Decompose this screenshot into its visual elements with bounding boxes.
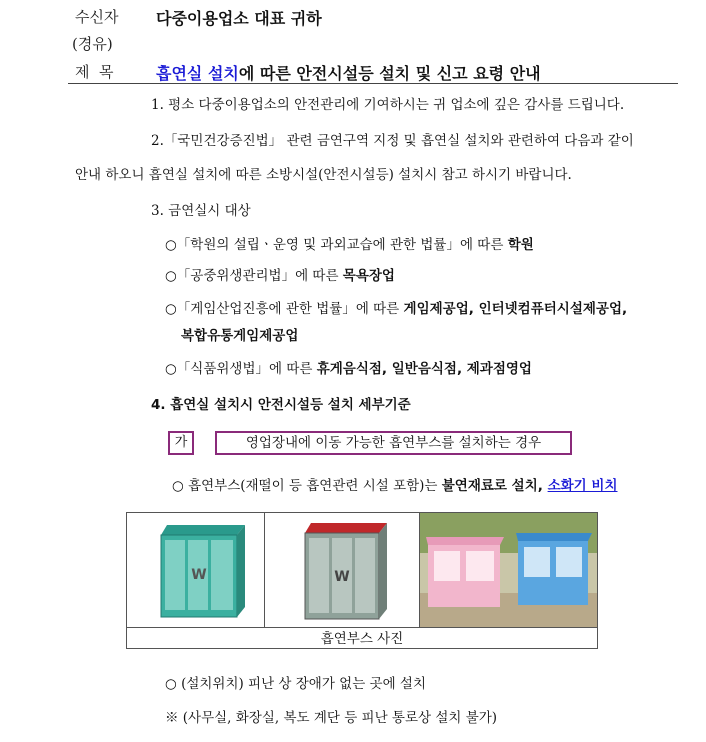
header-divider	[68, 83, 678, 84]
target-item-continuation: 복합유통게임제공업	[181, 328, 299, 344]
photo-teal-booth	[127, 513, 265, 627]
svg-text:W: W	[334, 569, 350, 585]
target-item: ○「식품위생법」에 따른 휴게음식점, 일반음식점, 제과점영업	[165, 361, 532, 377]
target-item: ○「게임산업진흥에 관한 법률」에 따른 게임제공업, 인터넷컴퓨터시설제공업,	[165, 301, 628, 317]
recipient-value: 다중이용업소 대표 귀하	[156, 9, 322, 28]
location-requirement: ○ (설치위치) 피난 상 장애가 없는 곳에 설치	[165, 676, 427, 692]
photo-caption: 흡연부스 사진	[127, 627, 597, 650]
subject-highlight: 흡연실 설치	[156, 64, 239, 83]
via-label: (경유)	[72, 35, 113, 53]
subject-value	[156, 61, 541, 84]
fire-extinguisher-link[interactable]: 소화기 비치	[547, 478, 618, 494]
svg-text:W: W	[191, 567, 207, 583]
case-box: 영업장내에 이동 가능한 흡연부스를 설치하는 경우	[215, 431, 572, 455]
paragraph-2-line2: 안내 하오니 흡연실 설치에 따른 소방시설(안전시설등) 설치시 참고 하시기 바랍니다.	[75, 167, 572, 183]
target-item: ○「학원의 설립ㆍ운영 및 과외교습에 관한 법률」에 따른 학원	[165, 237, 534, 253]
target-item: ○「공중위생관리법」에 따른 목욕장업	[165, 268, 395, 284]
section-3-title: 3. 금연실시 대상	[151, 203, 251, 219]
photo-red-booth	[265, 513, 420, 627]
section-4-title: 4. 흡연실 설치시 안전시설등 설치 세부기준	[151, 397, 411, 413]
marker-ga: 가	[168, 431, 194, 455]
recipient-label: 수신자	[75, 8, 119, 26]
paragraph-1: 1. 평소 다중이용업소의 안전관리에 기여하시는 귀 업소에 깊은 감사를 드립니다.	[151, 97, 625, 113]
subject-rest: 에 따른 안전시설등 설치 및 신고 요령 안내	[238, 64, 541, 83]
subject-label: 제 목	[75, 63, 114, 81]
photo-outdoor-booths	[420, 513, 597, 627]
location-note: ※ (사무실, 화장실, 복도 계단 등 피난 통로상 설치 불가)	[165, 710, 498, 726]
booth-requirement: ○ 흡연부스(재떨이 등 흡연관련 시설 포함)는 불연재료로 설치, 소화기 비치	[172, 478, 618, 494]
booth-photo-table	[126, 512, 598, 649]
paragraph-2-line1: 2.「국민건강증진법」 관련 금연구역 지정 및 흡연실 설치와 관련하여 다음과 같이	[151, 133, 634, 149]
